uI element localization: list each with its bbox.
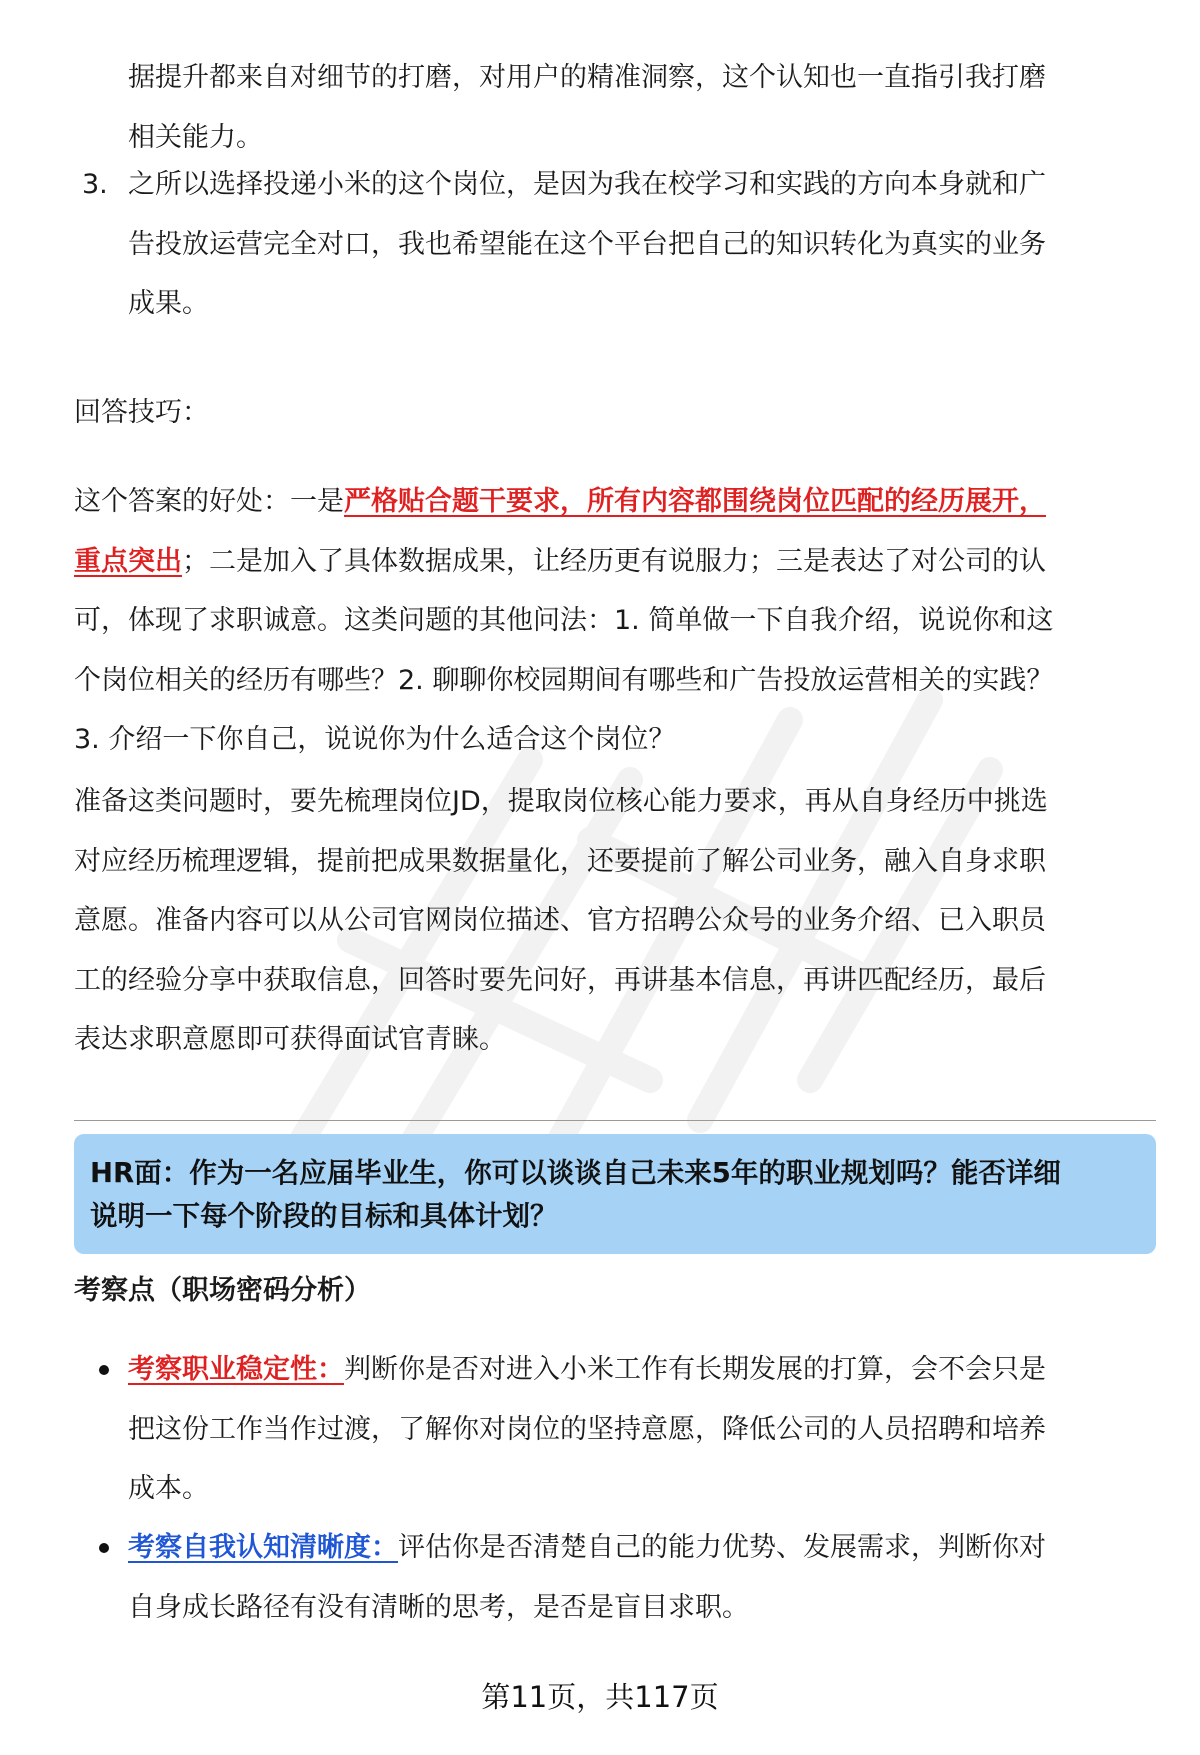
text-line: 意愿。准备内容可以从公司官网岗位描述、官方招聘公众号的业务介绍、已入职员 xyxy=(74,905,1046,936)
text-line: 告投放运营完全对口，我也希望能在这个平台把自己的知识转化为真实的业务 xyxy=(128,228,1046,260)
text-line: 个岗位相关的经历有哪些？2. 聊聊你校园期间有哪些和广告投放运营相关的实践？ xyxy=(74,664,1054,696)
text-line: 对应经历梳理逻辑，提前把成果数据量化，还要提前了解公司业务，融入自身求职 xyxy=(74,845,1046,877)
bullet-dot xyxy=(99,1543,109,1553)
text-line: 自身成长路径有没有清晰的思考，是否是盲目求职。 xyxy=(128,1591,749,1623)
text-line: 之所以选择投递小米的这个岗位，是因为我在校学习和实践的方向本身就和广 xyxy=(128,169,1046,200)
text-line: ；二是加入了具体数据成果，让经历更有说服力；三是表达了对公司的认 xyxy=(182,545,1046,577)
hr-question-box xyxy=(74,1134,1156,1254)
question-line: 说明一下每个阶段的目标和具体计划？ xyxy=(90,1200,558,1232)
text-line: 准备这类问题时，要先梳理岗位JD，提取岗位核心能力要求，再从自身经历中挑选 xyxy=(74,786,1048,817)
text-line: 工的经验分享中获取信息，回答时要先问好，再讲基本信息，再讲匹配经历，最后 xyxy=(74,964,1046,996)
text-line: 判断你是否对进入小米工作有长期发展的打算，会不会只是 xyxy=(344,1354,1046,1385)
bullet-label: 考察职业稳定性： xyxy=(128,1354,344,1385)
exam-heading: 考察点（职场密码分析） xyxy=(74,1275,371,1306)
text-line: 3. 介绍一下你自己，说说你为什么适合这个岗位？ xyxy=(74,724,676,755)
bullet-item-2 xyxy=(128,1518,1154,1637)
bullet-item-1 xyxy=(128,1340,1154,1519)
text-line: 相关能力。 xyxy=(128,121,263,153)
bullet-dot xyxy=(99,1365,109,1375)
text-line: 成果。 xyxy=(128,288,209,319)
list-item-3 xyxy=(128,155,1154,334)
text-line: 成本。 xyxy=(128,1473,209,1504)
text-line: 可，体现了求职诚意。这类问题的其他问法：1. 简单做一下自我介绍，说说你和这 xyxy=(74,605,1054,636)
list-item-continued xyxy=(128,48,1154,167)
highlight-red: 重点突出 xyxy=(74,545,182,577)
tips-prefix: 这个答案的好处：一是 xyxy=(74,486,344,517)
question-line: HR面：作为一名应届毕业生，你可以谈谈自己未来5年的职业规划吗？能否详细 xyxy=(90,1157,1061,1189)
section-divider xyxy=(74,1120,1156,1121)
highlight-red: 严格贴合题干要求，所有内容都围绕岗位匹配的经历展开， xyxy=(344,486,1046,517)
tips-paragraph xyxy=(74,472,1154,770)
bullet-label: 考察自我认知清晰度： xyxy=(128,1532,398,1563)
tips-heading: 回答技巧： xyxy=(74,397,209,428)
text-line: 评估你是否清楚自己的能力优势、发展需求，判断你对 xyxy=(398,1532,1046,1563)
text-line: 把这份工作当作过渡，了解你对岗位的坚持意愿，降低公司的人员招聘和培养 xyxy=(128,1413,1046,1445)
page-footer: 第11页，共117页 xyxy=(481,1680,719,1714)
text-line: 据提升都来自对细节的打磨，对用户的精准洞察，这个认知也一直指引我打磨 xyxy=(128,62,1046,93)
text-line: 表达求职意愿即可获得面试官青睐。 xyxy=(74,1024,506,1055)
prep-paragraph xyxy=(74,772,1154,1070)
list-number: 3. xyxy=(82,169,108,200)
